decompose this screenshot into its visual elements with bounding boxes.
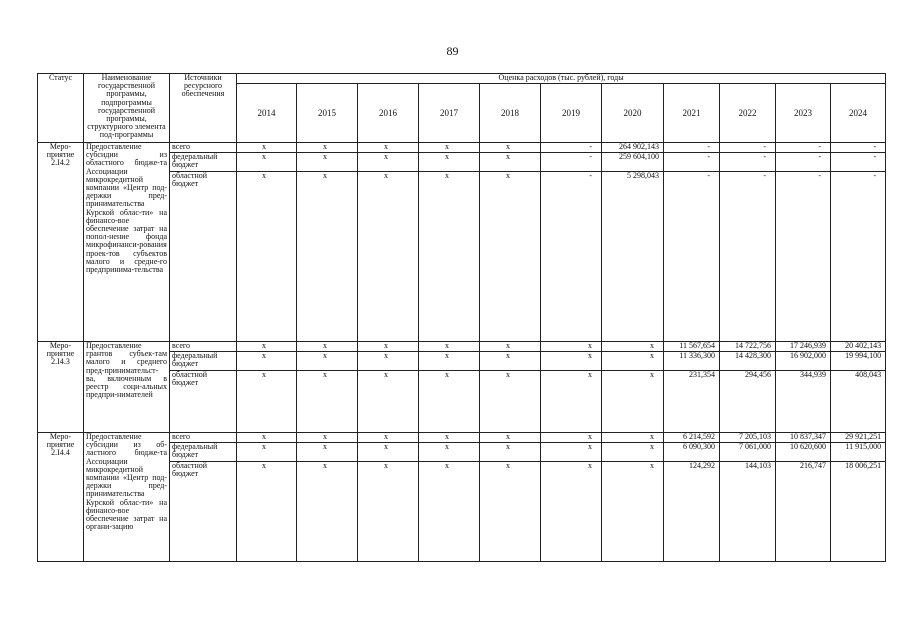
value-cell: - [776, 143, 831, 153]
value-cell: 18 006,251 [831, 462, 886, 562]
value-cell: 11 567,654 [664, 342, 720, 352]
value-cell: x [480, 462, 541, 562]
value-cell: - [831, 172, 886, 342]
value-cell: 14 722,756 [720, 342, 776, 352]
row-source: всего [170, 143, 237, 153]
value-cell: x [297, 143, 358, 153]
value-cell: x [237, 143, 297, 153]
year-2022: 2022 [720, 84, 776, 143]
row-name: Предоставление грантов субъек-там малого и среднего пред-принимательст-ва, включенным в реестр соци-альных предпри-нимателей [84, 342, 170, 433]
row-name: Предоставление субсидии из областного бюдже-та Ассоциации микрокредитной компании «Центр под-держки пред-принимательства Курской облас-ти» на финансо-вое обеспечение затрат на попол-нение фонда микрофинанси-рования проек-тов субъектов малого и средне-го предпринима-тельства [84, 143, 170, 342]
row-source: федеральный бюджет [170, 352, 237, 371]
value-cell: - [664, 153, 720, 172]
value-cell: x [541, 443, 602, 462]
value-cell: 16 902,000 [776, 352, 831, 371]
row-status: Меро-приятие 2.I4.3 [38, 342, 84, 433]
value-cell: - [664, 143, 720, 153]
value-cell: 20 402,143 [831, 342, 886, 352]
value-cell: x [237, 153, 297, 172]
value-cell: x [358, 172, 419, 342]
value-cell: x [358, 143, 419, 153]
value-cell: x [419, 443, 480, 462]
value-cell: x [358, 153, 419, 172]
row-source: всего [170, 433, 237, 443]
value-cell: x [541, 433, 602, 443]
year-2021: 2021 [664, 84, 720, 143]
value-cell: 264 902,143 [602, 143, 664, 153]
row-source: федеральный бюджет [170, 443, 237, 462]
value-cell: 5 298,043 [602, 172, 664, 342]
value-cell: x [541, 462, 602, 562]
value-cell: x [358, 342, 419, 352]
header-name: Наименование государственной программы, подпрограммы государственной программы, структурного элемента под-программы [84, 74, 170, 143]
value-cell: x [237, 433, 297, 443]
value-cell: - [541, 143, 602, 153]
year-2015: 2015 [297, 84, 358, 143]
table-row [38, 143, 886, 153]
value-cell: x [297, 352, 358, 371]
value-cell: - [541, 172, 602, 342]
value-cell: - [664, 172, 720, 342]
value-cell: 344,939 [776, 371, 831, 433]
value-cell: x [297, 443, 358, 462]
value-cell: x [237, 342, 297, 352]
row-source: всего [170, 342, 237, 352]
value-cell: x [480, 342, 541, 352]
value-cell: x [480, 153, 541, 172]
value-cell: x [358, 371, 419, 433]
value-cell: x [297, 153, 358, 172]
value-cell: 14 428,300 [720, 352, 776, 371]
header-estimate: Оценка расходов (тыс. рублей), годы [237, 74, 886, 84]
value-cell: 231,354 [664, 371, 720, 433]
value-cell: x [237, 443, 297, 462]
year-2018: 2018 [480, 84, 541, 143]
value-cell: x [237, 352, 297, 371]
value-cell: 144,103 [720, 462, 776, 562]
value-cell: x [480, 433, 541, 443]
value-cell: x [419, 371, 480, 433]
header-status: Статус [38, 74, 84, 143]
value-cell: x [602, 371, 664, 433]
value-cell: 10 620,600 [776, 443, 831, 462]
year-2014: 2014 [237, 84, 297, 143]
value-cell: x [237, 462, 297, 562]
value-cell: x [480, 371, 541, 433]
value-cell: 6 214,592 [664, 433, 720, 443]
value-cell: 7 205,103 [720, 433, 776, 443]
value-cell: x [297, 462, 358, 562]
value-cell: x [358, 433, 419, 443]
value-cell: x [358, 352, 419, 371]
value-cell: x [358, 462, 419, 562]
value-cell: - [720, 172, 776, 342]
value-cell: x [480, 143, 541, 153]
value-cell: 29 921,251 [831, 433, 886, 443]
value-cell: - [541, 153, 602, 172]
value-cell: 7 061,000 [720, 443, 776, 462]
value-cell: 11 336,300 [664, 352, 720, 371]
value-cell: x [480, 352, 541, 371]
value-cell: 294,456 [720, 371, 776, 433]
value-cell: x [358, 443, 419, 462]
year-2017: 2017 [419, 84, 480, 143]
value-cell: x [602, 462, 664, 562]
value-cell: 17 246,939 [776, 342, 831, 352]
value-cell: 124,292 [664, 462, 720, 562]
value-cell: x [237, 371, 297, 433]
header-sources: Источники ресурсного обеспечения [170, 74, 237, 143]
value-cell: x [541, 371, 602, 433]
value-cell: x [297, 342, 358, 352]
value-cell: x [419, 153, 480, 172]
value-cell: x [602, 352, 664, 371]
row-source: федеральный бюджет [170, 153, 237, 172]
value-cell: x [297, 433, 358, 443]
table-row [38, 433, 886, 443]
page-number: 89 [446, 44, 459, 58]
row-source: областной бюджет [170, 371, 237, 433]
value-cell: - [776, 172, 831, 342]
value-cell: x [297, 371, 358, 433]
value-cell: x [541, 342, 602, 352]
value-cell: x [419, 433, 480, 443]
value-cell: x [602, 443, 664, 462]
row-status: Меро-приятие 2.I4.4 [38, 433, 84, 562]
value-cell: 408,043 [831, 371, 886, 433]
value-cell: x [237, 172, 297, 342]
value-cell: - [776, 153, 831, 172]
value-cell: - [831, 143, 886, 153]
value-cell: 11 915,000 [831, 443, 886, 462]
value-cell: 6 090,300 [664, 443, 720, 462]
year-2024: 2024 [831, 84, 886, 143]
value-cell: 10 837,347 [776, 433, 831, 443]
value-cell: x [419, 352, 480, 371]
value-cell: x [480, 172, 541, 342]
year-2019: 2019 [541, 84, 602, 143]
value-cell: x [602, 342, 664, 352]
row-source: областной бюджет [170, 172, 237, 342]
year-2016: 2016 [358, 84, 419, 143]
value-cell: x [419, 342, 480, 352]
expense-table [37, 73, 886, 562]
year-2023: 2023 [776, 84, 831, 143]
value-cell: - [831, 153, 886, 172]
value-cell: x [419, 172, 480, 342]
value-cell: - [720, 143, 776, 153]
row-name: Предоставление субсидии из об-ластного бюдже-та Ассоциации микрокредитной компании «Центр под-держки пред-принимательства Курской облас-ти» на финансо-вое обеспечение затрат на органи-зацию [84, 433, 170, 562]
value-cell: 259 604,100 [602, 153, 664, 172]
value-cell: x [541, 352, 602, 371]
value-cell: x [480, 443, 541, 462]
value-cell: x [602, 433, 664, 443]
table-row [38, 342, 886, 352]
row-source: областной бюджет [170, 462, 237, 562]
year-2020: 2020 [602, 84, 664, 143]
value-cell: 19 994,100 [831, 352, 886, 371]
value-cell: x [297, 172, 358, 342]
value-cell: x [419, 143, 480, 153]
row-status: Меро-приятие 2.I4.2 [38, 143, 84, 342]
value-cell: x [419, 462, 480, 562]
value-cell: - [720, 153, 776, 172]
value-cell: 216,747 [776, 462, 831, 562]
